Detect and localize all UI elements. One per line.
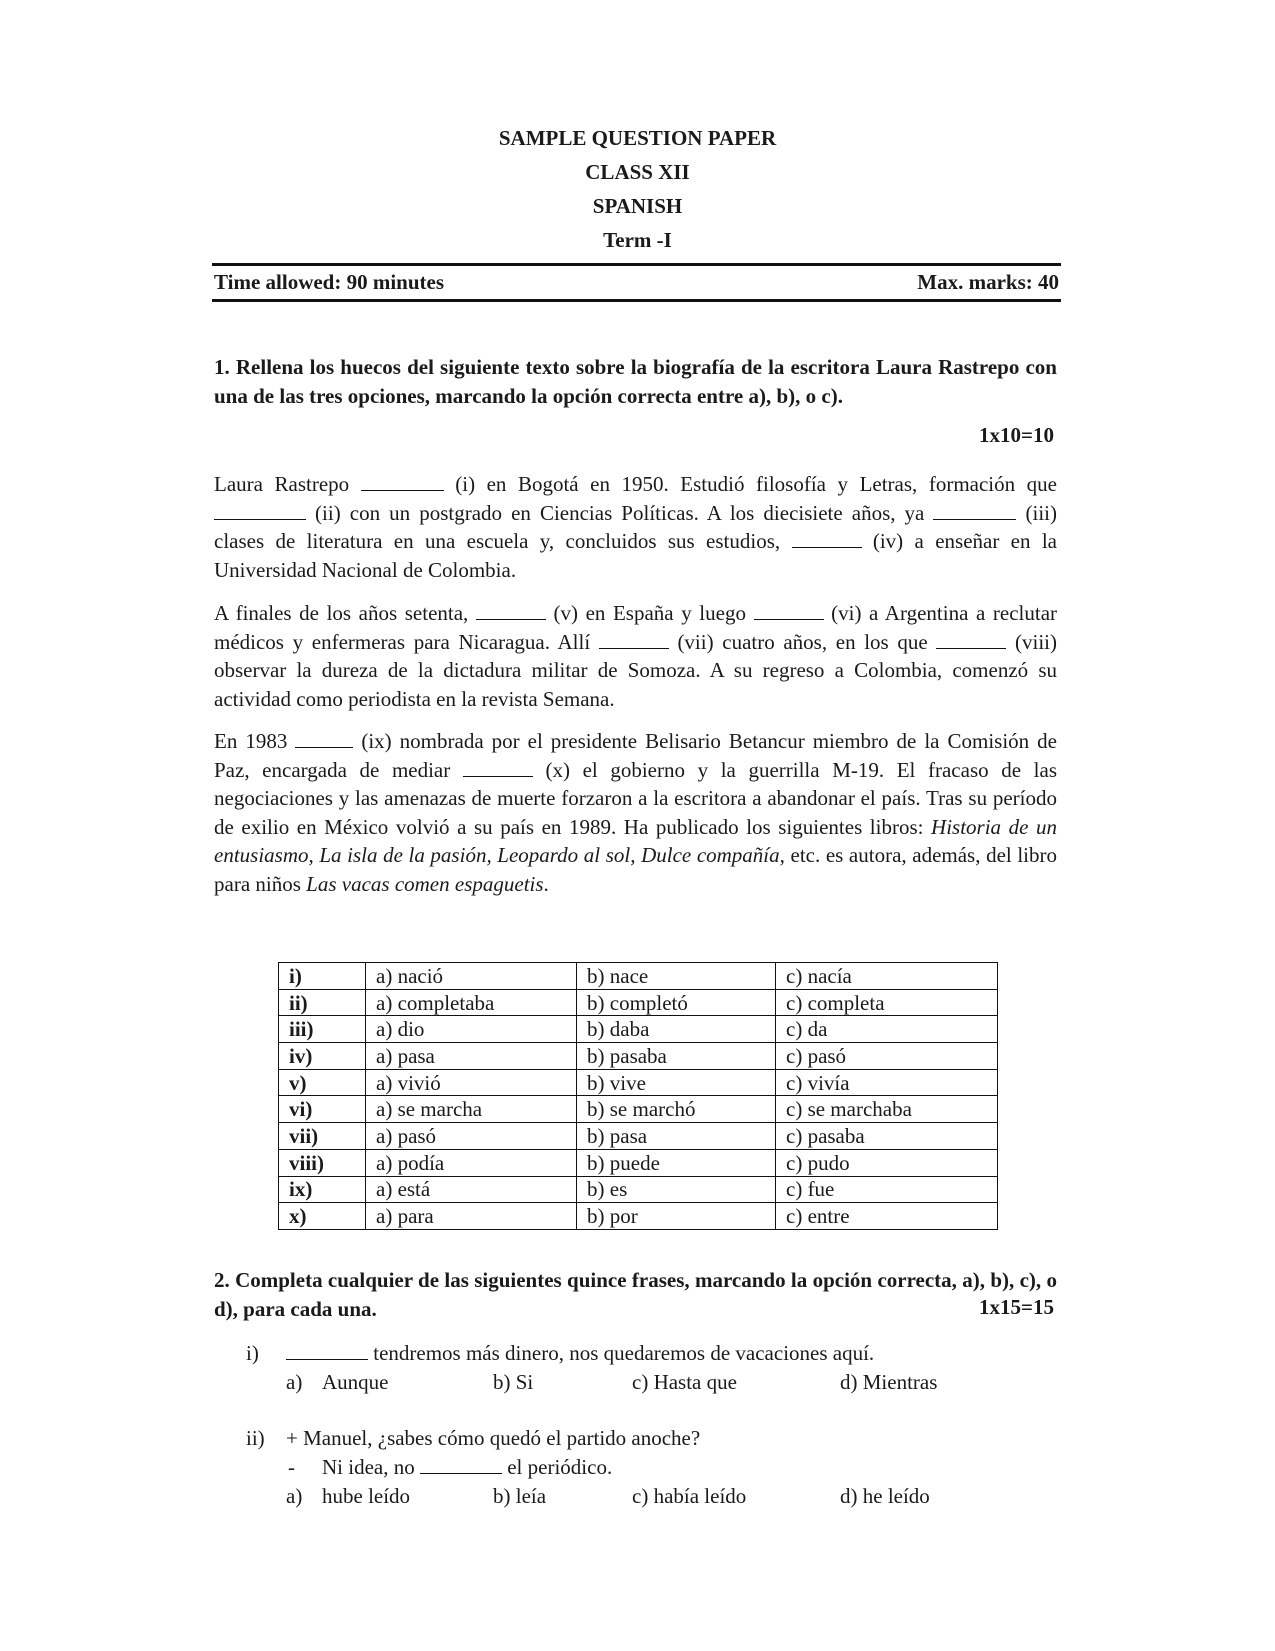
option-b[interactable]: b) por xyxy=(577,1203,776,1230)
option-a[interactable]: a) vivió xyxy=(366,1069,577,1096)
option-row-number: iii) xyxy=(279,1016,366,1043)
childrens-book-title: Las vacas comen espaguetis xyxy=(306,871,544,896)
option-c[interactable]: c) pasó xyxy=(776,1043,998,1070)
option-b[interactable]: b) pasa xyxy=(577,1123,776,1150)
option-row-number: ix) xyxy=(279,1176,366,1203)
option-c[interactable]: c) da xyxy=(776,1016,998,1043)
text-run: (i) en Bogotá en 1950. Estudió filosofía y Letras, formación que xyxy=(443,472,1057,496)
header-top-rule xyxy=(212,263,1061,266)
text-run: (vi) a Argentina a reclutar médicos y enfermeras para Nicaragua. Allí xyxy=(214,601,1058,654)
max-marks: Max. marks: 40 xyxy=(917,270,1059,294)
dialogue-dash: - xyxy=(288,1455,295,1479)
option-b[interactable]: b) daba xyxy=(577,1016,776,1043)
item-number: ii) xyxy=(246,1426,265,1450)
dialogue-question: + Manuel, ¿sabes cómo quedó el partido anoche? xyxy=(286,1426,701,1450)
text-run: Laura Rastrepo xyxy=(214,472,361,496)
option-b[interactable]: b) Si xyxy=(493,1370,534,1394)
option-c[interactable]: c) pasaba xyxy=(776,1123,998,1150)
option-row xyxy=(279,963,998,990)
option-d[interactable]: d) he leído xyxy=(840,1484,930,1508)
option-row-number: x) xyxy=(279,1203,366,1230)
option-b[interactable]: b) vive xyxy=(577,1069,776,1096)
option-b[interactable]: b) pasaba xyxy=(577,1043,776,1070)
option-row-number: i) xyxy=(279,963,366,990)
option-c[interactable]: c) Hasta que xyxy=(632,1370,737,1394)
blank-viii[interactable] xyxy=(936,630,1006,649)
header-bottom-rule xyxy=(212,299,1061,302)
question-1-prompt: 1. Rellena los huecos del siguiente texto sobre la biografía de la escritora Laura Rastrepo con una de las tres opciones, marcando la opción correcta entre a), b), o c). xyxy=(214,355,1057,408)
option-row-number: vii) xyxy=(279,1123,366,1150)
text-run: (viii) observar la dureza de la dictadura militar de Somoza. A su regreso a Colombia, comenzó su actividad como periodista en la revista Semana. xyxy=(214,629,1057,711)
class-label: CLASS XII xyxy=(585,160,690,184)
option-row xyxy=(279,1149,998,1176)
text-run: (ix) nombrada por el presidente Belisario Betancur miembro de la Comisión de Paz, encargada de mediar xyxy=(214,729,1058,782)
option-b[interactable]: b) se marchó xyxy=(577,1096,776,1123)
text-run: A finales de los años setenta, xyxy=(214,601,476,625)
option-row xyxy=(279,989,998,1016)
paper-title: SAMPLE QUESTION PAPER xyxy=(498,126,777,150)
option-row xyxy=(279,1176,998,1203)
option-c[interactable]: c) nacía xyxy=(776,963,998,990)
text-run: (iv) a enseñar en la Universidad Nacional de Colombia. xyxy=(214,529,1058,582)
option-a[interactable]: Aunque xyxy=(322,1370,389,1394)
option-row-number: v) xyxy=(279,1069,366,1096)
sentence-i xyxy=(286,1341,874,1366)
options-table xyxy=(278,962,998,1230)
text-run: , etc. es autora, además, del libro para niños xyxy=(214,843,1057,896)
option-a[interactable]: a) está xyxy=(366,1176,577,1203)
option-b[interactable]: b) puede xyxy=(577,1149,776,1176)
question-2-prompt: 2. Completa cualquier de las siguientes quince frases, marcando la opción correcta, a), b), c), o d), para cada una. xyxy=(214,1268,1057,1321)
blank-sentence-i[interactable] xyxy=(286,1341,368,1360)
text-run: (iii) clases de literatura en una escuela y, concluidos sus estudios, xyxy=(214,500,1057,554)
blank-i[interactable] xyxy=(361,472,444,491)
time-allowed: Time allowed: 90 minutes xyxy=(214,270,445,294)
option-row xyxy=(279,1069,998,1096)
option-c[interactable]: c) completa xyxy=(776,989,998,1016)
option-a[interactable]: a) nació xyxy=(366,963,577,990)
option-row xyxy=(279,1123,998,1150)
option-b[interactable]: b) leía xyxy=(493,1484,547,1508)
subject-label: SPANISH xyxy=(592,194,683,218)
blank-ii[interactable] xyxy=(214,501,306,520)
text-run: tendremos más dinero, nos quedaremos de vacaciones aquí. xyxy=(368,1341,875,1365)
item-number: i) xyxy=(246,1341,259,1365)
option-d[interactable]: d) Mientras xyxy=(840,1370,938,1394)
text-run: . xyxy=(543,871,549,896)
option-a[interactable]: a) podía xyxy=(366,1149,577,1176)
text-run: (vii) cuatro años, en los que xyxy=(668,629,937,654)
text-run: (ii) con un postgrado en Ciencias Políticas. A los diecisiete años, ya xyxy=(306,500,934,525)
blank-iv[interactable] xyxy=(792,529,862,548)
option-c[interactable]: c) se marchaba xyxy=(776,1096,998,1123)
option-c[interactable]: c) fue xyxy=(776,1176,998,1203)
option-label: a) xyxy=(286,1484,303,1508)
text-run: (v) en España y luego xyxy=(545,601,754,625)
option-c[interactable]: c) había leído xyxy=(632,1484,747,1508)
option-label: a) xyxy=(286,1370,303,1394)
option-a[interactable]: a) pasa xyxy=(366,1043,577,1070)
option-row xyxy=(279,1096,998,1123)
option-row-number: ii) xyxy=(279,989,366,1016)
option-a[interactable]: hube leído xyxy=(322,1484,411,1508)
option-b[interactable]: b) nace xyxy=(577,963,776,990)
question-1-marks: 1x10=10 xyxy=(979,423,1054,447)
option-c[interactable]: c) entre xyxy=(776,1203,998,1230)
text-run: (x) el gobierno y la guerrilla M-19. El fracaso de las negociaciones y las amenazas de muerte forzaron a la escritora a abandonar el país. Tras su período de exilio en México volvió a su país en 1989. Ha publicado los siguientes libros: xyxy=(214,757,1057,839)
term-label: Term -I xyxy=(603,228,672,252)
option-a[interactable]: a) completaba xyxy=(366,989,577,1016)
blank-iii[interactable] xyxy=(933,501,1016,520)
text-run: En 1983 xyxy=(214,729,296,753)
blank-vii[interactable] xyxy=(599,630,669,649)
text-run: el periódico. xyxy=(501,1455,613,1479)
option-row xyxy=(279,1016,998,1043)
blank-vi[interactable] xyxy=(754,601,824,620)
option-b[interactable]: b) completó xyxy=(577,989,776,1016)
option-a[interactable]: a) se marcha xyxy=(366,1096,577,1123)
blank-sentence-ii[interactable] xyxy=(420,1455,502,1474)
book-titles: Historia de un entusiasmo, La isla de la pasión, Leopardo al sol, Dulce compañía xyxy=(214,814,1058,868)
text-run: Ni idea, no xyxy=(322,1455,420,1479)
blank-ix[interactable] xyxy=(295,729,353,748)
option-c[interactable]: c) vivía xyxy=(776,1069,998,1096)
blank-v[interactable] xyxy=(476,601,546,620)
option-a[interactable]: a) para xyxy=(366,1203,577,1230)
biography-paragraph-2 xyxy=(214,599,1057,713)
biography-paragraph-1 xyxy=(214,470,1057,584)
option-c[interactable]: c) pudo xyxy=(776,1149,998,1176)
question-2-marks: 1x15=15 xyxy=(979,1295,1054,1319)
option-row xyxy=(279,1203,998,1230)
blank-x[interactable] xyxy=(463,758,533,777)
option-row-number: viii) xyxy=(279,1149,366,1176)
option-row-number: iv) xyxy=(279,1043,366,1070)
dialogue-reply xyxy=(322,1455,612,1480)
option-b[interactable]: b) es xyxy=(577,1176,776,1203)
option-row-number: vi) xyxy=(279,1096,366,1123)
biography-paragraph-3 xyxy=(214,727,1057,899)
option-row xyxy=(279,1043,998,1070)
option-a[interactable]: a) pasó xyxy=(366,1123,577,1150)
option-a[interactable]: a) dio xyxy=(366,1016,577,1043)
